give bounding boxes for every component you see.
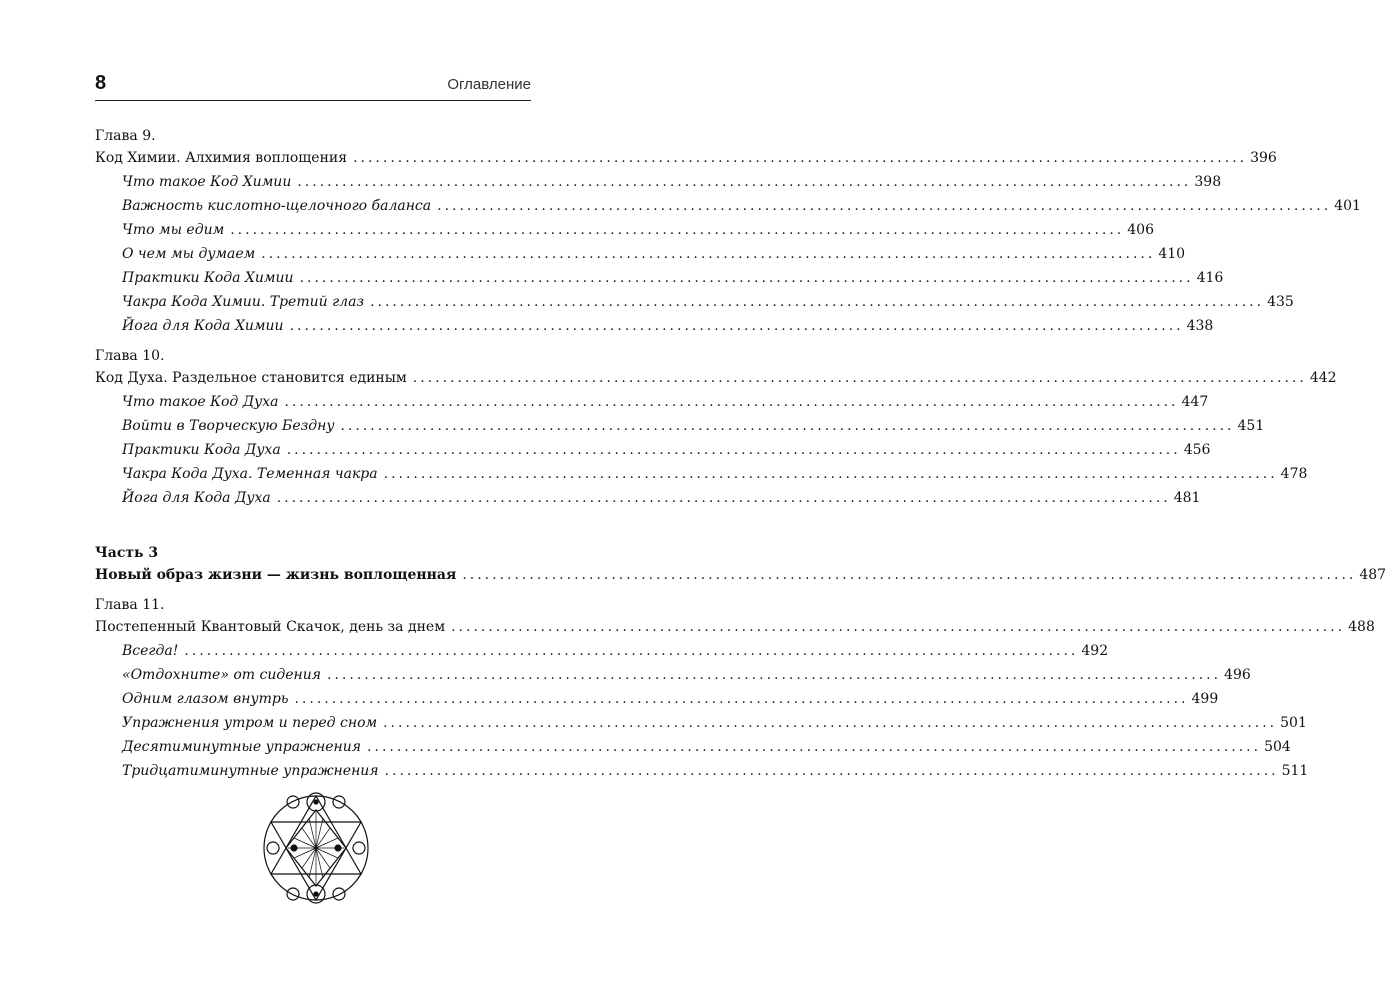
chapter-10-label: Глава 10. bbox=[95, 348, 165, 364]
subentry-title: Практики Кода Химии bbox=[122, 270, 294, 286]
toc-subentry[interactable] bbox=[95, 711, 1307, 735]
page-ref: 456 bbox=[1183, 442, 1211, 458]
page-ref: 504 bbox=[1264, 739, 1291, 755]
running-title: Оглавление bbox=[447, 76, 531, 93]
dot-leader: ........................................................................................................................ bbox=[294, 691, 1189, 707]
subentry-title: Упражнения утром и перед сном bbox=[122, 715, 378, 731]
dot-leader: ........................................................................................................................ bbox=[412, 370, 1307, 386]
page-ref: 501 bbox=[1280, 715, 1307, 731]
dot-leader: ........................................................................................................................ bbox=[437, 198, 1332, 214]
chapter-title: Постепенный Квантовый Скачок, день за днем bbox=[95, 619, 446, 635]
page-header bbox=[95, 72, 531, 101]
subentry-title: Тридцатиминутные упражнения bbox=[122, 763, 379, 779]
sacred-geometry-emblem-icon bbox=[258, 790, 374, 906]
toc-subentry[interactable] bbox=[95, 462, 1308, 486]
page-ref: 442 bbox=[1309, 370, 1337, 386]
chapter-11-label: Глава 11. bbox=[95, 597, 165, 613]
toc-subentry[interactable] bbox=[95, 170, 1222, 194]
subentry-title: Десятиминутные упражнения bbox=[122, 739, 362, 755]
page-ref: 492 bbox=[1081, 643, 1109, 659]
dot-leader: ........................................................................................................................ bbox=[286, 442, 1181, 458]
toc-subentry[interactable] bbox=[95, 663, 1251, 687]
chapter-title: Код Духа. Раздельное становится единым bbox=[95, 370, 407, 386]
page-ref: 416 bbox=[1196, 270, 1224, 286]
subentry-title: Всегда! bbox=[122, 643, 179, 659]
page-ref: 481 bbox=[1173, 490, 1201, 506]
subentry-title: «Отдохните» от сидения bbox=[122, 667, 322, 683]
toc-subentry[interactable] bbox=[95, 759, 1309, 783]
page-ref: 447 bbox=[1181, 394, 1209, 410]
chapter-title: Код Химии. Алхимия воплощения bbox=[95, 150, 348, 166]
subentry-title: О чем мы думаем bbox=[122, 246, 256, 262]
toc-subentry[interactable] bbox=[95, 735, 1291, 759]
subentry-title: Практики Кода Духа bbox=[122, 442, 281, 458]
part-3-label: Часть 3 bbox=[95, 545, 159, 561]
dot-leader: ........................................................................................................................ bbox=[353, 150, 1248, 166]
chapter-9-entry[interactable] bbox=[95, 146, 1277, 170]
dot-leader: ........................................................................................................................ bbox=[462, 567, 1357, 583]
dot-leader: ........................................................................................................................ bbox=[370, 294, 1265, 310]
page-ref: 410 bbox=[1158, 246, 1186, 262]
toc-subentry[interactable] bbox=[95, 290, 1294, 314]
page-ref: 487 bbox=[1359, 567, 1386, 583]
subentry-title: Одним глазом внутрь bbox=[122, 691, 289, 707]
dot-leader: ........................................................................................................................ bbox=[327, 667, 1222, 683]
dot-leader: ........................................................................................................................ bbox=[276, 490, 1171, 506]
toc-subentry[interactable] bbox=[95, 414, 1265, 438]
dot-leader: ........................................................................................................................ bbox=[383, 466, 1278, 482]
dot-leader: ........................................................................................................................ bbox=[289, 318, 1184, 334]
subentry-title: Чакра Кода Химии. Третий глаз bbox=[122, 294, 365, 310]
table-of-contents bbox=[95, 126, 1386, 783]
subentry-title: Йога для Кода Химии bbox=[122, 318, 284, 334]
toc-subentry[interactable] bbox=[95, 218, 1154, 242]
dot-leader: ........................................................................................................................ bbox=[383, 715, 1278, 731]
subentry-title: Йога для Кода Духа bbox=[122, 490, 271, 506]
page-ref: 451 bbox=[1237, 418, 1265, 434]
subentry-title: Важность кислотно-щелочного баланса bbox=[122, 198, 432, 214]
dot-leader: ........................................................................................................................ bbox=[340, 418, 1235, 434]
toc-subentry[interactable] bbox=[95, 242, 1186, 266]
dot-leader: ........................................................................................................................ bbox=[261, 246, 1156, 262]
dot-leader: ........................................................................................................................ bbox=[451, 619, 1346, 635]
toc-subentry[interactable] bbox=[95, 314, 1214, 338]
toc-subentry[interactable] bbox=[95, 266, 1224, 290]
page-ref: 488 bbox=[1348, 619, 1375, 635]
toc-subentry[interactable] bbox=[95, 486, 1201, 510]
page-ref: 398 bbox=[1194, 174, 1222, 190]
dot-leader: ........................................................................................................................ bbox=[367, 739, 1262, 755]
dot-leader: ........................................................................................................................ bbox=[384, 763, 1279, 779]
subentry-title: Чакра Кода Духа. Теменная чакра bbox=[122, 466, 378, 482]
dot-leader: ........................................................................................................................ bbox=[284, 394, 1179, 410]
dot-leader: ........................................................................................................................ bbox=[297, 174, 1192, 190]
page-ref: 406 bbox=[1127, 222, 1154, 238]
page-ref: 435 bbox=[1267, 294, 1294, 310]
page-ref: 496 bbox=[1224, 667, 1251, 683]
part-title: Новый образ жизни — жизнь воплощенная bbox=[95, 567, 457, 583]
toc-subentry[interactable] bbox=[95, 390, 1209, 414]
part-3-entry[interactable] bbox=[95, 563, 1386, 587]
chapter-10-entry[interactable] bbox=[95, 366, 1337, 390]
toc-subentry[interactable] bbox=[95, 194, 1361, 218]
toc-subentry[interactable] bbox=[95, 438, 1211, 462]
subentry-title: Войти в Творческую Бездну bbox=[122, 418, 335, 434]
chapter-11-entry[interactable] bbox=[95, 615, 1375, 639]
page-ref: 511 bbox=[1281, 763, 1309, 779]
dot-leader: ........................................................................................................................ bbox=[230, 222, 1125, 238]
dot-leader: ........................................................................................................................ bbox=[299, 270, 1194, 286]
dot-leader: ........................................................................................................................ bbox=[184, 643, 1079, 659]
toc-subentry[interactable] bbox=[95, 687, 1219, 711]
subentry-title: Что мы едим bbox=[122, 222, 225, 238]
page-ref: 478 bbox=[1280, 466, 1308, 482]
subentry-title: Что такое Код Химии bbox=[122, 174, 292, 190]
page-ref: 396 bbox=[1250, 150, 1277, 166]
chapter-9-label: Глава 9. bbox=[95, 128, 156, 144]
page-ref: 438 bbox=[1186, 318, 1214, 334]
subentry-title: Что такое Код Духа bbox=[122, 394, 279, 410]
page-ref: 401 bbox=[1334, 198, 1361, 214]
page-number: 8 bbox=[95, 72, 107, 94]
page-ref: 499 bbox=[1191, 691, 1219, 707]
toc-subentry[interactable] bbox=[95, 639, 1109, 663]
